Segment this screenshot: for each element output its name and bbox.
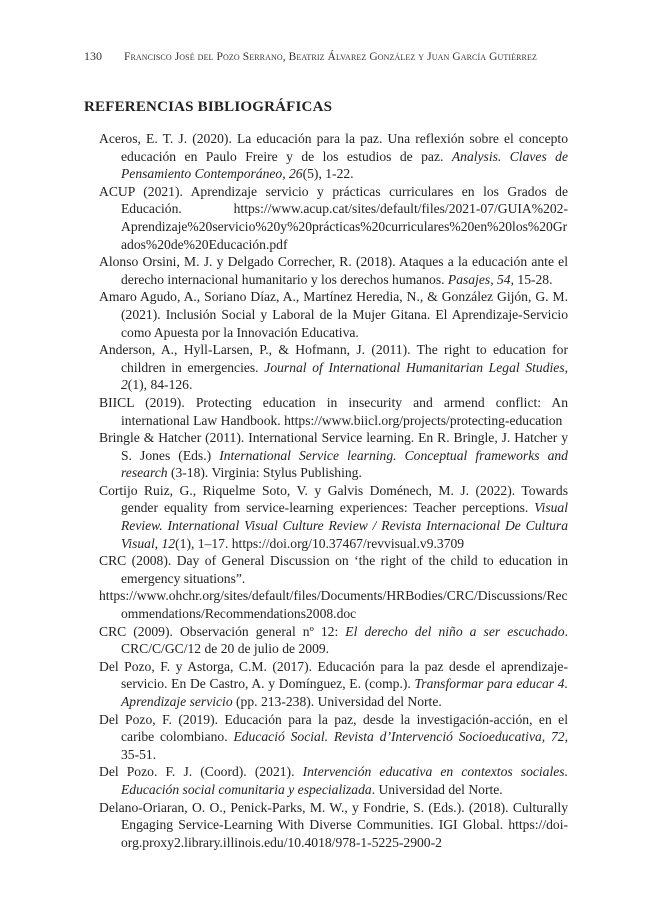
reference-text: Anderson, A., Hyll-Larsen, P., & Hofmann, J. (2011). The right to education for children in emergencies. (99, 342, 568, 375)
running-header (84, 49, 580, 64)
reference-text: . Universidad del Norte. (371, 781, 503, 797)
reference-text: Bringle & Hatcher (2011). International Service learning. En R. Bringle, J. Hatcher y S. Jones (Eds.) (99, 430, 568, 463)
reference-text: (pp. 213-238). Universidad del Norte. (232, 694, 442, 709)
reference-text: Del Pozo, F. y Astorga, C.M. (2017). Educación para la paz desde el aprendizaje-servicio. En De Castro, A. y Domínguez, E. (comp.). (99, 658, 568, 692)
reference-italic-text: Visual Review. International Visual Culture Review / Revista Internacional De Cultura Visual, 12 (121, 500, 568, 551)
reference-entry (99, 394, 568, 429)
reference-text: (3-18). Virginia: Stylus Publishing. (167, 465, 362, 481)
reference-italic-text: Pasajes, 54 (447, 271, 511, 287)
page-number: 130 (84, 49, 102, 63)
reference-text: , 15-28. (510, 271, 553, 287)
reference-entry (99, 711, 568, 764)
reference-entry (99, 288, 568, 341)
reference-italic-text: Transformar para educar 4. Aprendizaje servicio (121, 676, 568, 709)
reference-entry (99, 623, 568, 658)
reference-italic-text: Educació Social. Revista d’Intervenció Socioeducativa, 72 (233, 729, 565, 745)
reference-entry (99, 482, 568, 552)
reference-text: ACUP (2021). Aprendizaje servicio y prácticas curriculares en los Grados de Educación. https://www.acup.cat/sites/default/files/2021-07/GUIA%202-Aprendizaje%20servicio%20y%20prácticas%20curriculares%20en%20los%20Grados%20de%20Educación.pdf (99, 183, 568, 252)
reference-entry (99, 763, 568, 798)
reference-entry (99, 587, 568, 622)
reference-text: Del Pozo. F. J. (Coord). (2021). (99, 764, 303, 780)
reference-text: CRC (2009). Observación general nº 12: (99, 623, 346, 639)
reference-italic-text: International Service learning. Conceptual frameworks and research (121, 447, 568, 481)
reference-text: Cortijo Ruiz, G., Riquelme Soto, V. y Galvis Doménech, M. J. (2022). Towards gender equality from service-learning experiences: Teacher perceptions. (99, 482, 568, 516)
reference-entry (99, 429, 568, 482)
reference-entry (99, 130, 568, 183)
reference-text: . CRC/C/GC/12 de 20 de julio de 2009. (121, 623, 568, 657)
reference-text: Aceros, E. T. J. (2020). La educación para la paz. Una reflexión sobre el concepto educación en Paulo Freire y de los estudios de paz. (99, 131, 568, 164)
reference-text: CRC (2008). Day of General Discussion on ‘the right of the child to education in emergency situations”. (99, 553, 568, 586)
reference-italic-text: Journal of International Humanitarian Legal Studies, 2 (121, 359, 569, 393)
reference-text: (1), 1–17. https://doi.org/10.37467/revvisual.v9.3709 (175, 535, 465, 551)
reference-entry (99, 253, 568, 288)
running-head-authors: Francisco José del Pozo Serrano, Beatriz Álvarez González y Juan García Gutiérrez (124, 51, 537, 63)
reference-entry (99, 183, 568, 253)
reference-list (99, 130, 568, 851)
reference-text: Amaro Agudo, A., Soriano Díaz, A., Martínez Heredia, N., & González Gijón, G. M. (2021). Inclusión Social y Laboral de la Mujer Gitana. El Aprendizaje-Servicio como Apuesta por la Innovación Educativa. (99, 289, 568, 340)
reference-italic-text: Analysis. Claves de Pensamiento Contemporáneo, 26 (121, 148, 569, 182)
reference-entry (99, 799, 568, 852)
reference-entry (99, 658, 568, 711)
reference-text: Delano-Oriaran, O. O., Penick-Parks, M. W., y Fondrie, S. (Eds.). (2018). Culturally Engaging Service-Learning With Diverse Communities. IGI Global. https://doi-org.proxy2.library.illinois.edu/10.4018/978-1-5225-2900-2 (99, 799, 568, 850)
reference-text: Del Pozo, F. (2019). Educación para la paz, desde la investigación-acción, en el caribe colombiano. (99, 711, 568, 745)
reference-text: (1), 84-126. (127, 377, 193, 393)
reference-italic-text: El derecho del niño a ser escuchado (345, 623, 565, 639)
section-title: REFERENCIAS BIBLIOGRÁFICAS (84, 99, 333, 115)
reference-text: BIICL (2019). Protecting education in insecurity and armend conflict: An international Law Handbook. https://www.biicl.org/projects/protecting-education (99, 394, 568, 428)
reference-text: (5), 1-22. (302, 166, 354, 182)
reference-entry (99, 341, 568, 394)
reference-entry (99, 552, 568, 587)
reference-italic-text: Intervención educativa en contextos sociales. Educación social comunitaria y especializada (121, 764, 568, 797)
reference-text: https://www.ohchr.org/sites/default/files/Documents/HRBodies/CRC/Discussions/Recommendations/Recommendations2008.doc (99, 588, 568, 622)
reference-text: Alonso Orsini, M. J. y Delgado Correcher, R. (2018). Ataques a la educación ante el derecho internacional humanitario y los derechos humanos. (99, 254, 568, 287)
reference-text: , 35-51. (121, 729, 569, 762)
